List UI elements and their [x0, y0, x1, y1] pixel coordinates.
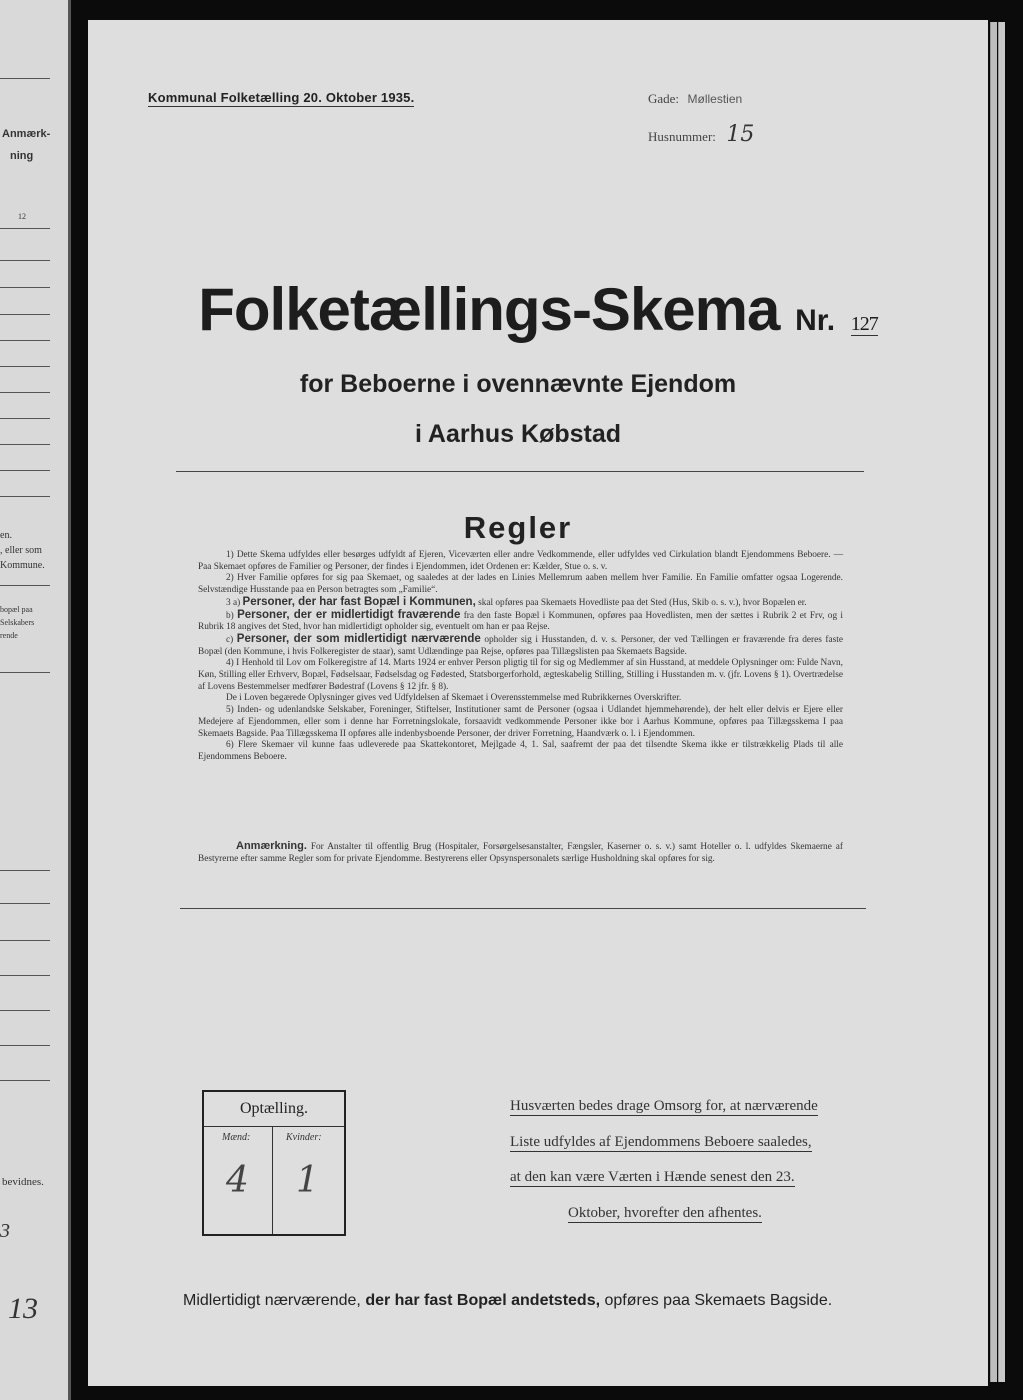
subtitle-2: i Aarhus Købstad	[414, 420, 622, 448]
left-page-fragment	[0, 0, 71, 1400]
page-edge	[990, 22, 997, 1382]
left-col-number: 12	[18, 212, 26, 221]
divider	[0, 78, 50, 79]
street-value: Møllestien	[687, 92, 743, 106]
divider	[180, 908, 866, 909]
street-label: Gade:	[648, 91, 680, 106]
divider	[272, 1127, 273, 1234]
rule-4: 4) I Henhold til Lov om Folkeregistre af 14. Marts 1924 er enhver Person pligtig til for sig og Medlemmer af sin Husstand, at meddele Oplysninger om: Fulde Navn, Køn, Stilling eller Erhverv, Bopæl, Fødselsaar, Fødselsdag og Fødested, Statsborgerforhold, ægteskabelig Stilling, Stilling i Husstanden m. v. (jfr. Lovens § 1). Overtrædelse af Lovens Bestemmelser medfører Bødestraf (Lovens § 12 jfr. § 8).	[198, 658, 843, 692]
house-number-value: 15	[726, 122, 755, 147]
left-note-b3: rende	[0, 631, 18, 640]
left-heading-1: Anmærk-	[2, 128, 51, 140]
remark-text: For Anstalter til offentlig Brug (Hospitaler, Forsørgelsesanstalter, Fængsler, Kaserner o. s. v.) samt Hoteller o. l. udfyldes Skemaerne af Bestyrerne efter samme Regler som for private Ejendomme. Bestyrerens eller Opsynspersonalets særlige Husholdning skal opføres for sig.	[198, 842, 843, 864]
notice-line-3: at den kan være Værten i Hænde senest den 23.	[510, 1169, 795, 1185]
rule-3c: c) Personer, der som midlertidigt nærværende opholder sig i Husstanden, d. v. s. Personer, der ved Tællingen er fraværende fra deres faste Bopæl (den Kommune, i hvis Folkeregister de staar), samt Udlændinge paa Rejse, opføres paa Tillægslisten paa Skemaets Bagside.	[198, 632, 843, 657]
title-main: Folketællings-Skema	[198, 276, 780, 343]
rules-text	[198, 550, 843, 764]
footer-note	[183, 1292, 983, 1310]
house-number-label: Husnummer:	[648, 129, 716, 144]
left-handwritten-2: 13	[8, 1292, 38, 1325]
form-title	[88, 275, 988, 344]
title-nr-label: Nr.	[795, 304, 836, 337]
divider	[0, 228, 50, 229]
rule-6: 6) Flere Skemaer vil kunne faas udleverede paa Skattekontoret, Mejlgade 4, 1. Sal, saafremt der paa det tilsendte Skema ikke er tilstrækkelig Plads til alle Ejendommens Beboere.	[198, 740, 843, 762]
left-heading-2: ning	[10, 150, 34, 162]
remark	[198, 840, 843, 865]
rule-3b: b) Personer, der er midlertidigt fraværende fra den faste Bopæl i Kommunen, opføres paa Hovedlisten, men der sættes i Rubrik 2 et Frv, og i Rubrik 18 angives det Sted, hvor han midlertidigt opholder sig, eventuelt om han er paa Rejse.	[198, 608, 844, 633]
street-field	[648, 90, 742, 108]
notice-line-1: Husværten bedes drage Omsorg for, at nærværende	[510, 1098, 818, 1114]
census-header: Kommunal Folketælling 20. Oktober 1935.	[148, 90, 415, 105]
left-note-a3: Kommune.	[0, 560, 45, 571]
rule-4b: De i Loven begærede Oplysninger gives ved Udfyldelsen af Skemaet i Overensstemmelse med Rubrikkernes Overskrifter.	[226, 693, 682, 704]
left-handwritten-1: 3	[0, 1220, 10, 1242]
page-edge	[998, 22, 1005, 1382]
notice-line-2: Liste udfyldes af Ejendommens Beboere saaledes,	[510, 1134, 812, 1150]
subtitle-1: for Beboerne i ovennævnte Ejendom	[299, 370, 737, 398]
form-number: 127	[850, 313, 878, 335]
count-box	[202, 1090, 346, 1236]
left-bevidnes: bevidnes.	[2, 1176, 44, 1188]
house-number-field	[648, 122, 754, 147]
rule-3a: 3 a) Personer, der har fast Bopæl i Kommunen, skal opføres paa Skemaets Hovedliste paa det Sted (Hus, Skib o. s. v.), hvor Bopælen er.	[226, 595, 807, 608]
count-box-title: Optælling.	[204, 1092, 344, 1127]
remark-lead: Anmærkning.	[236, 840, 307, 852]
footer-part-1: Midlertidigt nærværende,	[183, 1292, 361, 1309]
footer-part-2: der har fast Bopæl andetsteds,	[365, 1292, 601, 1309]
women-count: 1	[296, 1160, 319, 1201]
left-note-b1: bopæl paa	[0, 605, 33, 614]
left-note-a1: en.	[0, 530, 12, 541]
rule-2: 2) Hver Familie opføres for sig paa Skemaet, og saaledes at der lades en Linies Mellemrum aaben mellem hver Familie. En Familie omfatter ogsaa Logerende. Selvstændige Husstande paa en Person betragtes som „Familie“.	[198, 573, 843, 596]
women-label: Kvinder:	[286, 1132, 322, 1143]
rule-1: 1) Dette Skema udfyldes eller besørges udfyldt af Ejeren, Viceværten eller andre Vedkommende, eller udfyldes ved Cirkulation blandt Ejendommens Beboere. — Paa Skemaet opføres de Familier og Personer, der findes i Ejendommen, idet Ordenen er: Kælder, Stue o. s. v.	[198, 550, 843, 572]
divider	[176, 471, 864, 472]
left-note-a2: , eller som	[0, 545, 42, 556]
rule-5: 5) Inden- og udenlandske Selskaber, Foreninger, Stiftelser, Institutioner samt de Personer (ogsaa i Udlandet hjemmehørende), der helt eller delvis er Ejere eller Medejere af Ejendommen, eller som i denne har Forretningslokale, forsaavidt vedkommende Personer ikke bor i Aarhus Kommune, opføres paa Tillægsskema I paa Skemaets Bagside. Paa Tillægsskema II opføres alle indenbysboende Personer, der driver Forretning, Haandværk o. l. i Ejendommen.	[198, 705, 843, 739]
men-label: Mænd:	[222, 1132, 251, 1143]
men-count: 4	[226, 1160, 249, 1201]
notice-line-4: Oktober, hvorefter den afhentes.	[568, 1205, 762, 1221]
census-form-page	[88, 20, 988, 1386]
left-note-b2: Selskabers	[0, 618, 35, 627]
footer-part-3: opføres paa Skemaets Bagside.	[604, 1292, 833, 1309]
rules-heading: Regler	[463, 510, 573, 545]
